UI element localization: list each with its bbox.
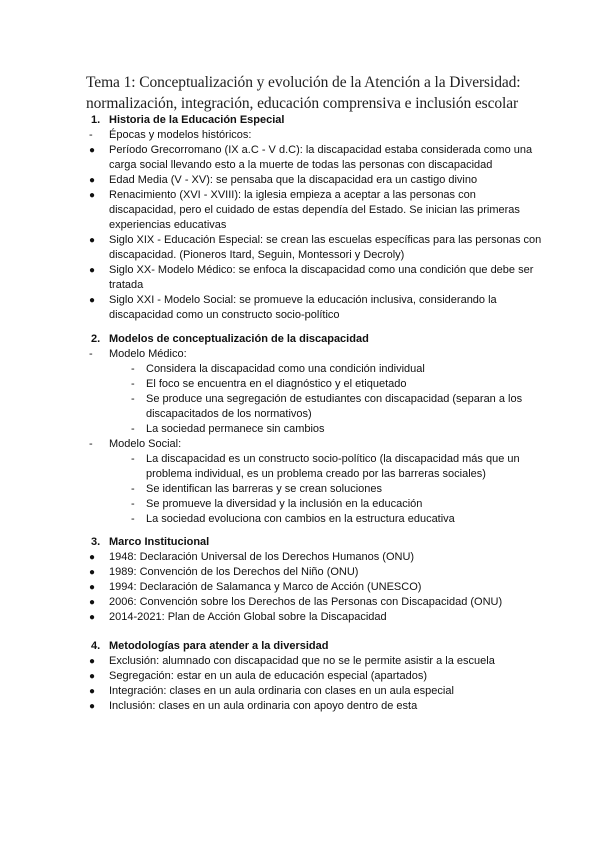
bullet-icon: ● [89, 582, 96, 593]
section-title: Modelos de conceptualización de la discapacidad [109, 333, 369, 345]
list-item: - Épocas y modelos históricos: [89, 129, 252, 141]
sub-item: - La sociedad evoluciona con cambios en la estructura educativa [131, 513, 455, 525]
bullet-icon: ● [89, 552, 96, 563]
section-institutional-framework [86, 535, 546, 625]
bullet-icon: ● [89, 265, 96, 276]
document-title [86, 72, 556, 114]
list-item: ● Siglo XXI - Modelo Social: se promueve la educación inclusiva, considerando la discapacidad como un constructo socio-político [89, 294, 497, 321]
dash-marker: - [89, 129, 93, 141]
list-item: ● Segregación: estar en un aula de educación especial (apartados) [89, 670, 427, 682]
section-heading [86, 113, 546, 128]
section-heading [86, 332, 546, 347]
section-history [86, 113, 546, 323]
list-item: ● Edad Media (V - XV): se pensaba que la discapacidad era un castigo divino [89, 174, 478, 186]
list-item: ● Siglo XIX - Educación Especial: se crean las escuelas específicas para las personas con discapacidad. (Pioneros Itard, Seguin, Montessori y Decroly) [89, 234, 542, 261]
sub-item: - La sociedad permanece sin cambios [131, 423, 325, 435]
list-item: ● 2014-2021: Plan de Acción Global sobre la Discapacidad [89, 611, 387, 623]
section-number: 1. [91, 114, 101, 126]
list-item: ● Inclusión: clases en un aula ordinaria con apoyo dentro de esta [89, 700, 418, 712]
list-item: ● Período Grecorromano (IX a.C - V d.C): la discapacidad estaba considerada como una carga social llevando esto a la muerte de todas las personas con discapacidad [89, 144, 533, 171]
model-label: - Modelo Médico: [89, 348, 187, 360]
model-label: - Modelo Social: [89, 438, 182, 450]
bullet-icon: ● [89, 567, 96, 578]
sub-item: - Considera la discapacidad como una condición individual [131, 363, 425, 375]
bullet-icon: ● [89, 686, 96, 697]
bullet-icon: ● [89, 175, 96, 186]
bullet-icon: ● [89, 145, 96, 156]
list-item: ● Integración: clases en un aula ordinaria con clases en un aula especial [89, 685, 454, 697]
section-heading [86, 639, 546, 654]
section-title: Marco Institucional [109, 536, 210, 548]
bullet-icon: ● [89, 295, 96, 306]
section-number: 2. [91, 333, 101, 345]
sub-item: - Se promueve la diversidad y la inclusión en la educación [131, 498, 423, 510]
list-item: ● Exclusión: alumnado con discapacidad que no se le permite asistir a la escuela [89, 655, 495, 667]
list-item: ● 1994: Declaración de Salamanca y Marco de Acción (UNESCO) [89, 581, 422, 593]
section-models [86, 332, 546, 527]
title-line-1: Tema 1: Conceptualización y evolución de la Atención a la Diversidad: [86, 74, 521, 91]
sub-item: - Se identifican las barreras y se crean soluciones [131, 483, 383, 495]
dash-marker: - [89, 438, 93, 450]
dash-marker: - [89, 348, 93, 360]
section-methodologies [86, 639, 546, 714]
list-item: ● 2006: Convención sobre los Derechos de las Personas con Discapacidad (ONU) [89, 596, 503, 608]
sub-item: - La discapacidad es un constructo socio-político (la discapacidad más que un problema individual, es un problema creado por las barreras sociales) [131, 453, 520, 480]
section-title: Metodologías para atender a la diversidad [109, 640, 329, 652]
list-item: ● Siglo XX- Modelo Médico: se enfoca la discapacidad como una condición que debe ser tratada [89, 264, 534, 291]
section-number: 3. [91, 536, 101, 548]
sub-item: - El foco se encuentra en el diagnóstico y el etiquetado [131, 378, 407, 390]
list-item: ● Renacimiento (XVI - XVIII): la iglesia empieza a aceptar a las personas con discapacidad, pero el cuidado de estas dependía del Estado. Se inician las primeras experiencias educativas [89, 189, 520, 231]
bullet-icon: ● [89, 612, 96, 623]
list-item: ● 1948: Declaración Universal de los Derechos Humanos (ONU) [89, 551, 415, 563]
bullet-icon: ● [89, 671, 96, 682]
list-item: ● 1989: Convención de los Derechos del Niño (ONU) [89, 566, 359, 578]
bullet-icon: ● [89, 656, 96, 667]
bullet-icon: ● [89, 235, 96, 246]
section-heading [86, 535, 546, 550]
bullet-icon: ● [89, 597, 96, 608]
bullet-icon: ● [89, 190, 96, 201]
title-line-2: normalización, integración, educación comprensiva e inclusión escolar [86, 95, 519, 112]
bullet-icon: ● [89, 701, 96, 712]
section-title: Historia de la Educación Especial [109, 114, 285, 126]
section-number: 4. [91, 640, 101, 652]
sub-item: - Se produce una segregación de estudiantes con discapacidad (separan a los discapacitados de los normativos) [131, 393, 523, 420]
